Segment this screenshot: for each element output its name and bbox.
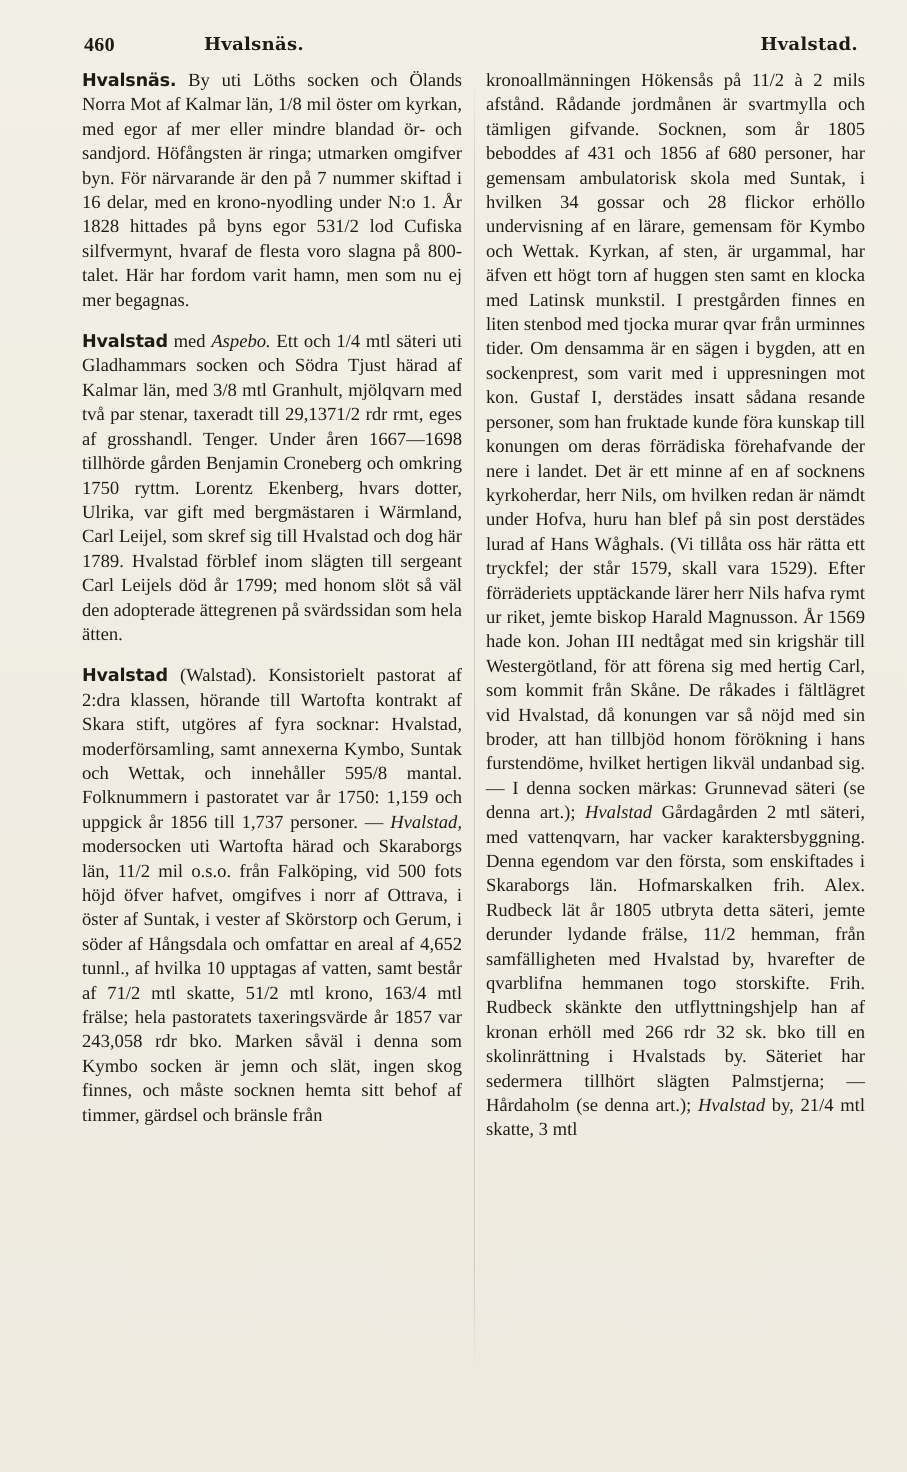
- entry-lead: med: [173, 331, 206, 353]
- column-divider: [474, 73, 475, 1373]
- italic-place-name-2: Hvalstad: [697, 1095, 766, 1117]
- page-header: [84, 34, 864, 58]
- continued-entry: [486, 69, 865, 1143]
- italic-place-name-1: Hvalstad: [584, 802, 653, 824]
- entry-head: Hvalstad: [82, 332, 168, 353]
- continued-text-part-1: kronoallmänningen Hökensås på 11/2 à 2 mils afstånd. Rådande jordmånen är svartmylla och tämligen gifvande. Socknen, som år 1805 beboddes af 431 och 1856 af 680 personer, har gemensam ambulatorisk skola med Suntak, i hvilken 34 gossar och 28 flickor erhöllo undervisning af en lärare, gemensam för Kymbo och Wettak. Kyrkan, af sten, är urgammal, har äfven ett högt torn af huggen sten samt en klocka med Latinsk munkstil. I prestgården finnes en liten stenbod med tjocka murar qvar från urminnes tider. Om densamma är en sägen i bygden, att en sockenprest, som varit med i uppresningen mot kon. Gustaf I, derstädes insatt sådana resande personer, som han fruktade kunde föra kunskap till konungen om deras förrädiska förehafvande der nere i landet. Det är ett minne af en af socknens kyrkoherdar, herr Nils, om hvilken redan är nämdt under Hofva, huru han blef på sin post derstädes lurad af Hans Wåghals. (Vi tillåta oss här rätta ett tryckfel; der står 1579, skall vara 1529). Efter förräderiets upptäckande lärer herr Nils hafva rymt ur riket, jemte biskop Harald Magnusson. År 1569 hade kon. Johan III nedtågat med sin krigshär till Westergötland, för att förena sig med hertig Carl, som kommit från Skåne. De råkades i fältlägret vid Hvalstad, då konungen var så nöjd med sin broder, att han tillbjöd honom förökning i hans furstendöme, hvilket hertigen likväl undanbad sig. — I denna socken märkas: Grunnevad säteri (se denna art.);: [486, 70, 865, 824]
- entry-hvalstad-pastorat: [82, 664, 462, 1128]
- entry-italic-name: Hvalstad,: [390, 811, 462, 833]
- page-number: 460: [84, 34, 115, 56]
- left-column: [82, 69, 462, 1128]
- left-running-title: Hvalsnäs.: [204, 34, 304, 55]
- entry-text: By uti Löths socken och Ölands Norra Mot af Kalmar län, 1/8 mil öster om kyrkan, med egor af mer eller mindre blandad ör- och sandjord. Höfångsten är ringa; utmarken omgifver byn. För närvarande är den på 7 nummer skiftad i 16 delar, med en krono-nyodling under N:o 1. År 1828 hittades på byns egor 531/2 lod Cufiska silfvermynt, hvaraf de flesta voro slagna på 800-talet. Här har fordom varit hamn, men som nu ej mer begagnas.: [82, 70, 462, 311]
- entry-text-part-1: (Walstad). Konsistorielt pastorat af 2:dra klassen, hörande till Wartofta kontrakt af Skara stift, utgöres af fyra socknar: Hvalstad, moderförsamling, samt annexerna Kymbo, Suntak och Wettak, och innehåller 595/8 mantal. Folknummern i pastoratet var år 1750: 1,159 och uppgick år 1856 till 1,737 personer. —: [82, 665, 462, 833]
- continued-text-part-3: by, 21/4 mtl skatte, 3 mtl: [486, 1095, 865, 1141]
- right-column: [486, 69, 865, 1143]
- entry-head: Hvalstad: [82, 666, 168, 687]
- entry-text: Ett och 1/4 mtl säteri uti Gladhammars socken och Södra Tjust härad af Kalmar län, med 3/8 mtl Granhult, mjölqvarn med två par stenar, taxeradt till 29,1371/2 rdr rmt, eges af grosshandl. Tenger. Under åren 1667—1698 tillhörde gården Benjamin Croneberg och omkring 1750 ryttm. Lorentz Ekenberg, hvars dotter, Ulrika, var gift med bergmästaren i Wärmland, Carl Leijel, som skref sig till Hvalstad och dog här 1789. Hvalstad förblef inom slägten till sergeant Carl Leijels död år 1799; med honom slöt så väl den adopterade ättegrenen på svärdssidan som hela ätten.: [82, 331, 462, 645]
- entry-italic-name: Aspebo.: [211, 331, 271, 353]
- entry-hvalsnas: [82, 69, 462, 313]
- entry-hvalstad-aspebo: [82, 330, 462, 647]
- continued-text-part-2: Gårdagården 2 mtl säteri, med vattenqvarn, har vacker karaktersbyggning. Denna egendom var den första, som enskiftades i Skaraborgs län. Hofmarskalken frih. Alex. Rudbeck lät år 1805 utbryta detta säteri, jemte derunder lydande frälse, 11/2 hemman, från samfälligheten med Hvalstad by, hvarefter de qvarblifna hemmanen togo storskifte. Frih. Rudbeck skänkte den utflyttningshjelp han af kronan erhöll med 266 rdr 32 sk. bko till en skolinrättning i Hvalstads by. Säteriet har sedermera tillhört slägten Palmstjerna; — Hårdaholm (se denna art.);: [486, 802, 865, 1117]
- right-running-title: Hvalstad.: [760, 34, 858, 55]
- entry-head: Hvalsnäs.: [82, 71, 177, 91]
- entry-text-part-2: modersocken uti Wartofta härad och Skaraborgs län, 11/2 mil o.s.o. från Falköping, vid 500 fots höjd öfver hafvet, omgifves i norr af Ottrava, i öster af Suntak, i vester af Skörstorp och Gerum, i söder af Hångsdala och omfattar en areal af 4,652 tunnl., af hvilka 10 upptagas af vatten, samt består af 71/2 mtl skatte, 51/2 mtl krono, 163/4 mtl frälse; hela pastoratets taxeringsvärde år 1857 var 243,058 rdr bko. Marken såväl i denna som Kymbo socken är jemn och slät, ingen skog finnes, och måste socknen hemta sitt behof af timmer, gärdsel och bränsle från: [82, 836, 462, 1126]
